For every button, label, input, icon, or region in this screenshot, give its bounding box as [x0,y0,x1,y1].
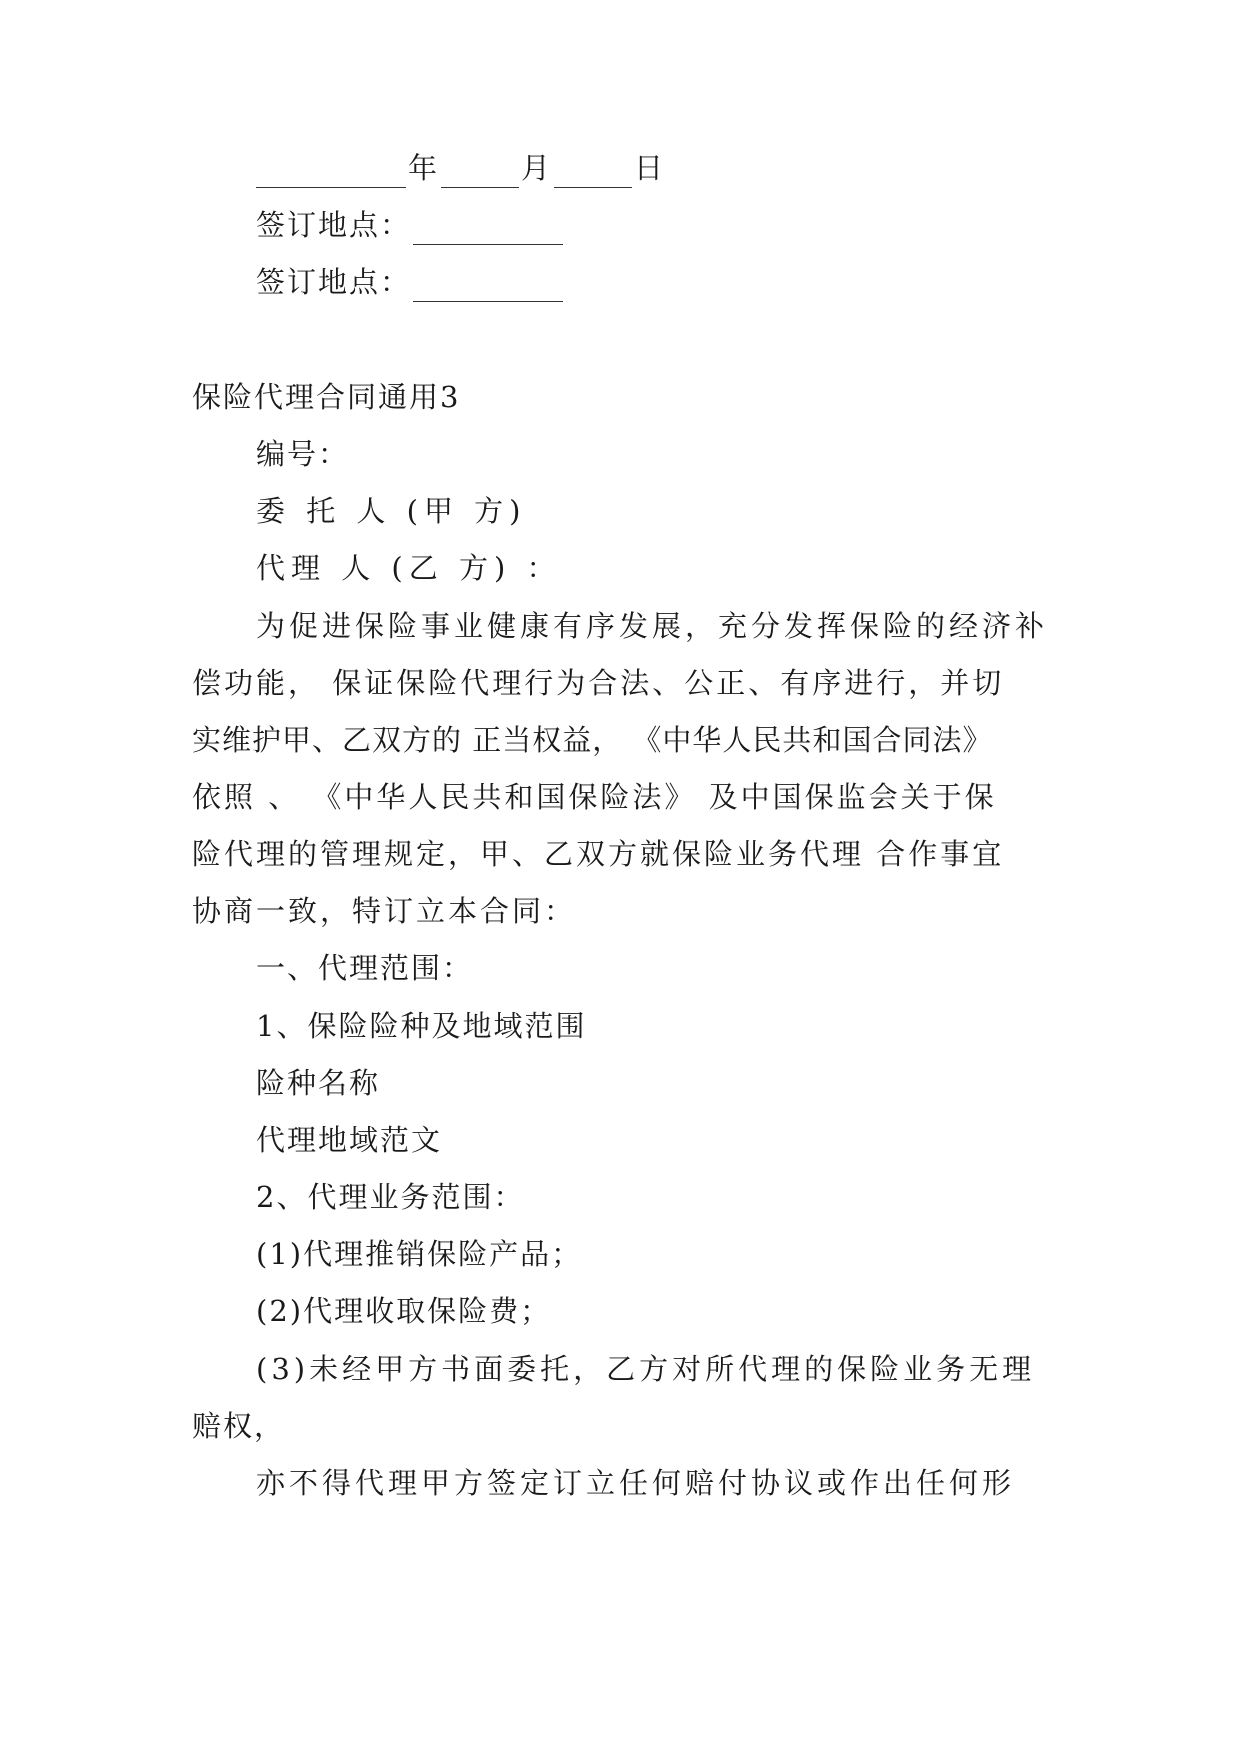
day-label: 日 [634,151,666,185]
day-blank [554,157,632,188]
section-title: 保险代理合同通用3 [192,380,461,414]
agency-region-label: 代理地域范文 [256,1123,443,1157]
closing-line: 亦不得代理甲方签定订立任何赔付协议或作出任何形 [256,1466,1016,1500]
contract-number-label: 编号： [256,437,350,471]
insurance-type-label: 险种名称 [256,1066,381,1100]
preamble-line-3: 实维护甲、乙双方的 正当权益， 《中华人民共和国合同法》 [192,723,993,757]
sign-place-line-1 [256,205,565,245]
sub-item-3-line-2: 赔权， [192,1409,286,1443]
preamble-line-5: 险代理的管理规定，甲、乙双方就保险业务代理 合作事宜 [192,837,1005,871]
month-blank [441,157,519,188]
month-label: 月 [521,151,553,185]
sign-place-blank-1 [413,214,563,245]
item-2: 2、代理业务范围： [256,1180,525,1214]
preamble-line-1: 为促进保险事业健康有序发展，充分发挥保险的经济补 [256,609,1049,643]
preamble-line-4: 依照 、 《中华人民共和国保险法》 及中国保监会关于保 [192,780,997,814]
sign-place-line-2 [256,262,565,302]
agent-party-label: 代理 人 (乙 方) ： [256,551,562,585]
year-blank [256,157,406,188]
sign-place-label-1: 签订地点： [256,208,412,242]
sign-place-label-2: 签订地点： [256,265,412,299]
preamble-line-2: 偿功能， 保证保险代理行为合法、公正、有序进行，并切 [192,666,1005,700]
year-label: 年 [408,151,440,185]
scope-heading: 一、代理范围： [256,951,474,985]
preamble-line-6: 协商一致，特订立本合同： [192,894,577,928]
sub-item-2: (2)代理收取保险费； [256,1294,552,1328]
sub-item-1: (1)代理推销保险产品； [256,1237,583,1271]
principal-party-label: 委 托 人 (甲 方) [256,494,527,528]
date-line [256,148,665,188]
sign-place-blank-2 [413,271,563,302]
sub-item-3-line-1: (3)未经甲方书面委托，乙方对所代理的保险业务无理 [256,1352,1036,1386]
item-1: 1、保险险种及地域范围 [256,1009,587,1043]
